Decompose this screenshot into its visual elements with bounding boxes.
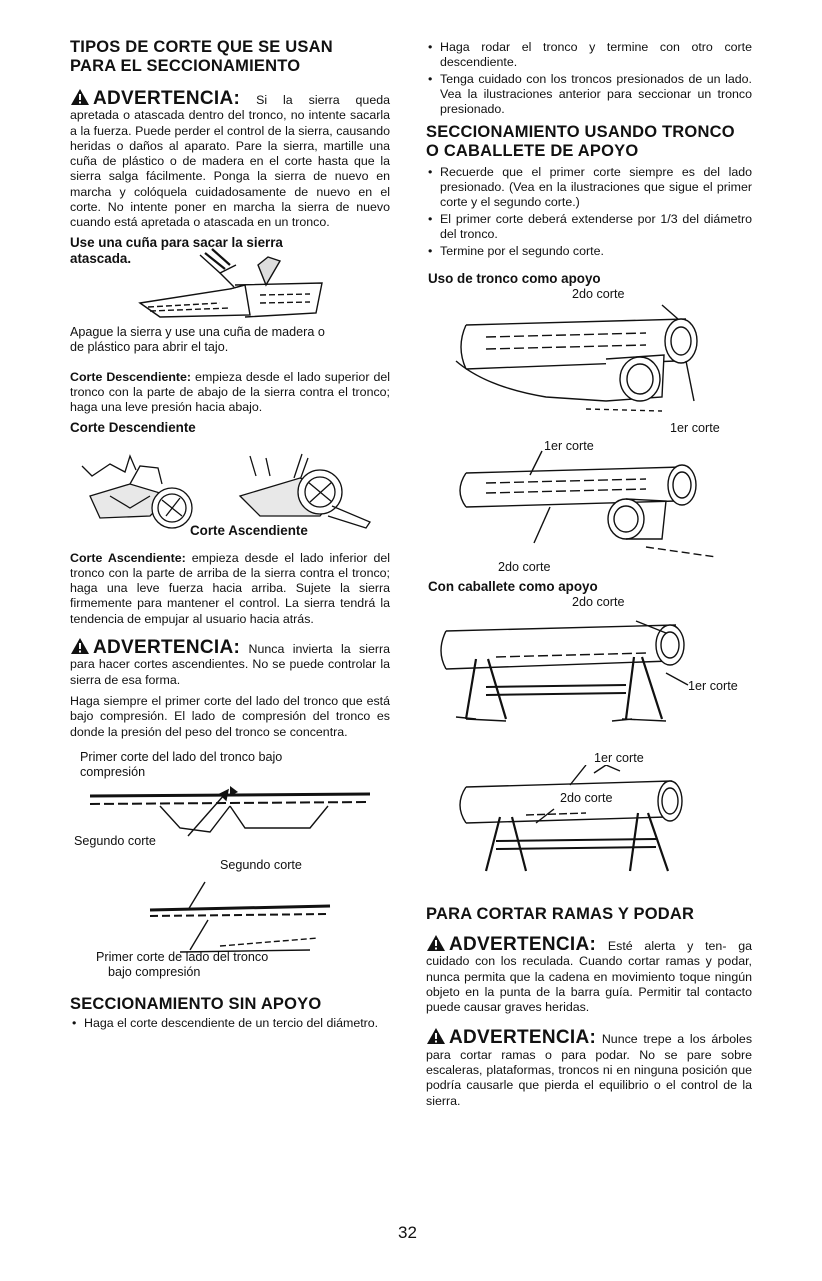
log-compression-illustration-b [70, 876, 390, 956]
warning-kickback: ADVERTENCIA: Esté alerta y ten- ga cuidado con los reculada. Cuando cortar ramas y podar, nunca permita que la cadena en movimiento toque ningún objeto en la punta de la barra guía. Permitir tal contacto puede causar graves heridas. [426, 934, 752, 1015]
down-cut-description: Corte Descendiente: empieza desde el lado superior del tronco con la parte de abajo de la sierra contra el tronco; haga una leve presión hacia abajo. [70, 369, 390, 415]
sawhorse-figure-1 [426, 595, 752, 745]
section-title-limbing: PARA CORTAR RAMAS Y PODAR [426, 905, 695, 923]
warning-icon [70, 637, 90, 655]
compression-figure-a [70, 750, 390, 850]
log-support-figure-1 [426, 287, 752, 437]
list-item: • Haga rodar el tronco y termine con otro corte descendiente. [426, 40, 752, 70]
supported-bullets [426, 165, 752, 259]
log-support-title: Uso de tronco como apoyo [428, 271, 601, 286]
fig-d-second-label: Segundo corte [220, 857, 302, 872]
fig-d-first-label: Primer corte de lado del tronco bajo compresión [96, 949, 269, 979]
list-item: • Recuerde que el primer corte siempre es del lado presionado. (Vea en la ilustraciones que sigue el primer corte y el segundo corte.) [426, 165, 752, 210]
right-column [426, 40, 752, 1109]
warning-reverse-saw: ADVERTENCIA: Nunca invierta la sierra para hacer cortes ascendientes. No se puede controlar la sierra de esa forma. [70, 637, 390, 687]
unsupported-bullets [70, 1016, 390, 1031]
log-on-sawhorse-illustration-b [426, 765, 752, 885]
sawhorse-title: Con caballete como apoyo [428, 579, 598, 594]
warning-heading: ADVERTENCIA: [93, 88, 241, 109]
log-on-log-illustration-b [426, 447, 752, 562]
f2-second-label: 2do corte [498, 560, 551, 574]
up-cut-description: Corte Ascendiente: empieza desde el lado inferior del tronco con la parte de arriba de la sierra contra el tronco; haga una leve fuerza hacia arriba. Sujete la sierra firmemente para mantener el control. La sierra tendrá la tendencia de empujar al usuario hacia atrás. [70, 550, 390, 626]
compression-figure-b [70, 858, 390, 983]
log-on-sawhorse-illustration [426, 609, 752, 739]
section-title-supported: SECCIONAMIENTO USANDO TRONCO O CABALLETE DE APOYO [426, 123, 735, 160]
fig-down-cut-title: Corte Descendiente [70, 419, 196, 435]
list-item: • El primer corte deberá extenderse por 1/3 del diámetro del tronco. [426, 212, 752, 242]
down-up-cut-figure [70, 436, 390, 541]
list-item: • Termine por el segundo corte. [426, 244, 752, 259]
f1-first-label: 1er corte [670, 421, 720, 435]
warning-icon [426, 934, 446, 952]
wedge-figure-title: Use una cuña para sacar la sierra atascada. [70, 234, 283, 266]
f4-first-label: 1er corte [594, 751, 644, 765]
f4-second-label: 2do corte [560, 791, 613, 805]
section-title-cut-types: TIPOS DE CORTE QUE SE USAN PARA EL SECCIONAMIENTO [70, 38, 333, 75]
fig-c-second-label: Segundo corte [74, 833, 156, 848]
warning-climbing: ADVERTENCIA: Nunce trepe a los árboles para cortar ramas o para podar. No se pare sobre escaleras, plataformas, troncos ni en ninguna posición que podría causarle que pierda el equilibrio o el control de la sierra. [426, 1027, 753, 1108]
compression-side-text: Haga siempre el primer corte del lado del tronco que está bajo compresión. El lado de compresión del tronco es donde la presión del peso del tronco se concentra. [70, 693, 390, 739]
f1-second-label: 2do corte [572, 287, 625, 301]
warning-icon [426, 1027, 446, 1045]
list-item: • Tenga cuidado con los troncos presionados de un lado. Vea la ilustraciones anterior para seccionar un tronco presionado. [426, 72, 752, 117]
page-number: 32 [398, 1223, 417, 1242]
log-on-log-illustration [426, 301, 752, 421]
left-column [70, 38, 390, 1031]
f3-first-label: 1er corte [688, 679, 738, 693]
f3-second-label: 2do corte [572, 595, 625, 609]
f2-first-label: 1er corte [544, 439, 594, 453]
fig-up-cut-title: Corte Ascendiente [190, 522, 308, 538]
log-support-figure-2 [426, 437, 752, 577]
list-item: • Haga el corte descendiente de un tercio del diámetro. [70, 1016, 390, 1031]
warning-stuck-saw: ADVERTENCIA: Si la sierra queda apretada o atascada dentro del tronco, no intente sacarla a la fuerza. Puede perder el control de la sierra, causando heridas o daños al aparato. Pare la sierra, martille una cuña de plástico o de madera en el corte hasta que la sierra salga fácilmente. Ponga la sierra de nuevo en marcha y colóquela cuidadosamente de nuevo en el corte. No intente poner en marcha la sierra de nuevo cuando está apretada o atascada en un tronco. [70, 88, 390, 230]
section-title-unsupported: SECCIONAMIENTO SIN APOYO [70, 994, 322, 1013]
warning-icon [70, 88, 90, 106]
fig-c-first-label: Primer corte del lado del tronco bajo compresión [80, 749, 283, 779]
wedge-caption: Apague la sierra y use una cuña de madera o de plástico para abrir el tajo. [70, 324, 325, 354]
sawhorse-figure-2 [426, 751, 752, 891]
top-bullets [426, 40, 752, 117]
